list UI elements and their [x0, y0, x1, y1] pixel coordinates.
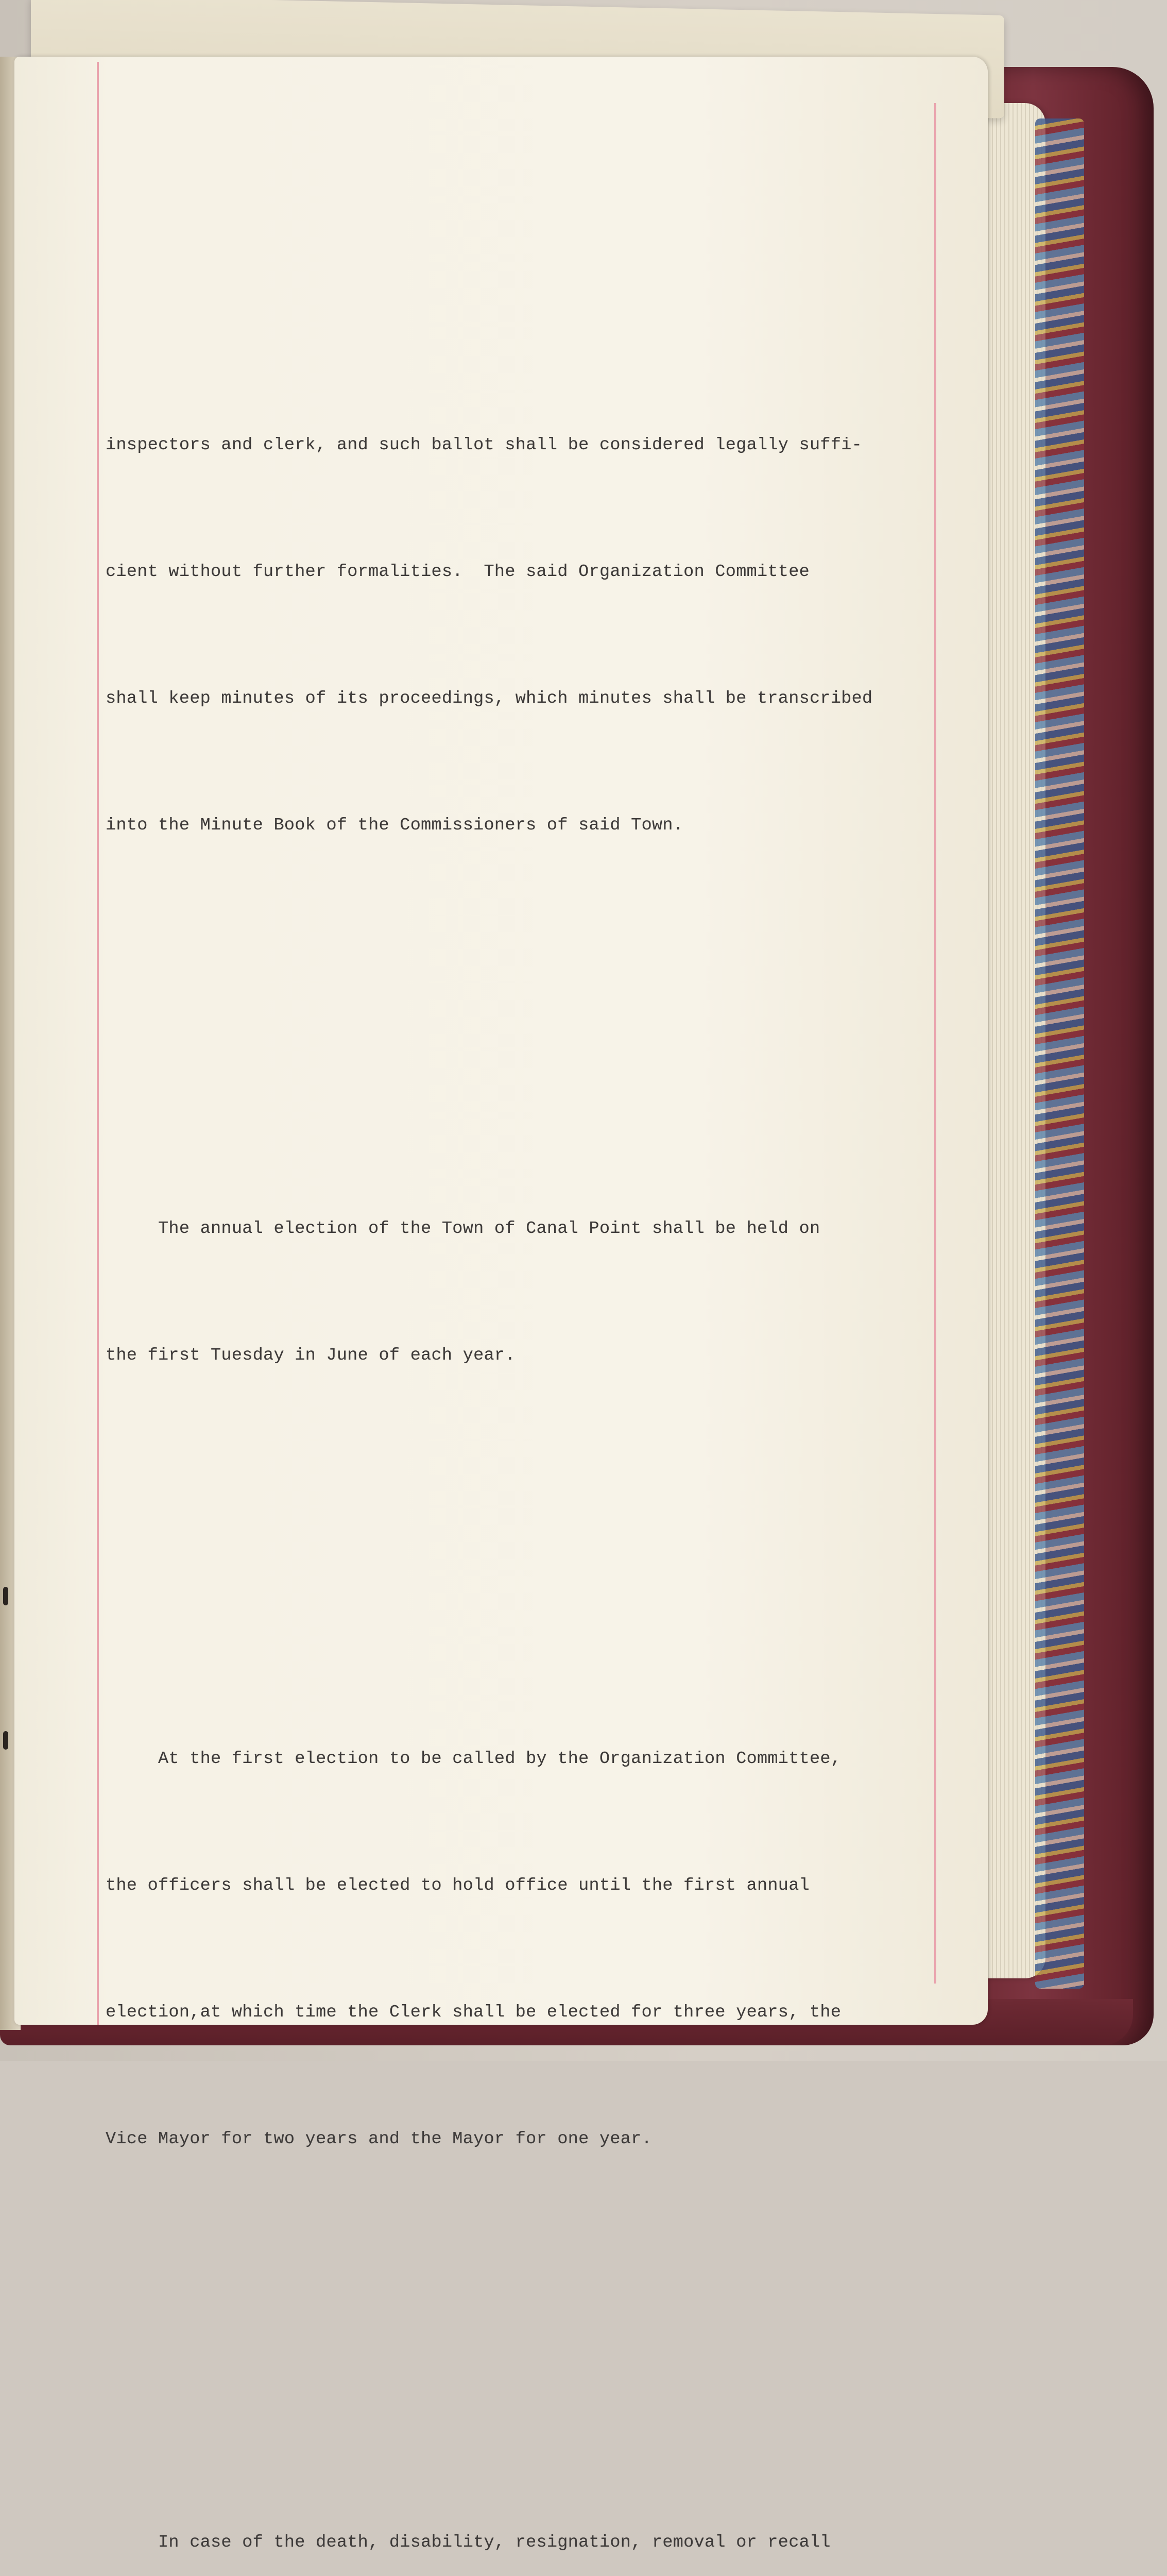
text-line: Vice Mayor for two years and the Mayor for one year.	[106, 2129, 652, 2149]
text-line: inspectors and clerk, and such ballot shall be considered legally suffi-	[106, 435, 863, 455]
marbled-edge	[1035, 118, 1084, 1989]
text-line: the officers shall be elected to hold office until the first annual	[106, 1876, 810, 1895]
paragraph	[106, 2437, 950, 2576]
left-margin-rule	[97, 62, 99, 2025]
text-line: The annual election of the Town of Canal Point shall be held on	[106, 1219, 820, 1239]
text-line: At the first election to be called by the Organization Committee,	[106, 1749, 842, 1769]
text-line: the first Tuesday in June of each year.	[106, 1346, 516, 1365]
text-line: In case of the death, disability, resignation, removal or recall	[106, 2533, 831, 2552]
text-line: cient without further formalities. The said Organization Committee	[106, 562, 810, 582]
binding-thread	[3, 1587, 8, 1605]
text-line: into the Minute Book of the Commissioners of said Town.	[106, 816, 684, 835]
paragraph	[106, 340, 950, 931]
paragraph	[106, 1123, 950, 1461]
binding-thread	[3, 1731, 8, 1750]
text-line: shall keep minutes of its proceedings, which minutes shall be transcribed	[106, 689, 873, 708]
text-line: election,at which time the Clerk shall be elected for three years, the	[106, 2003, 842, 2022]
paragraph	[106, 1653, 950, 2245]
typed-text	[106, 255, 950, 2576]
